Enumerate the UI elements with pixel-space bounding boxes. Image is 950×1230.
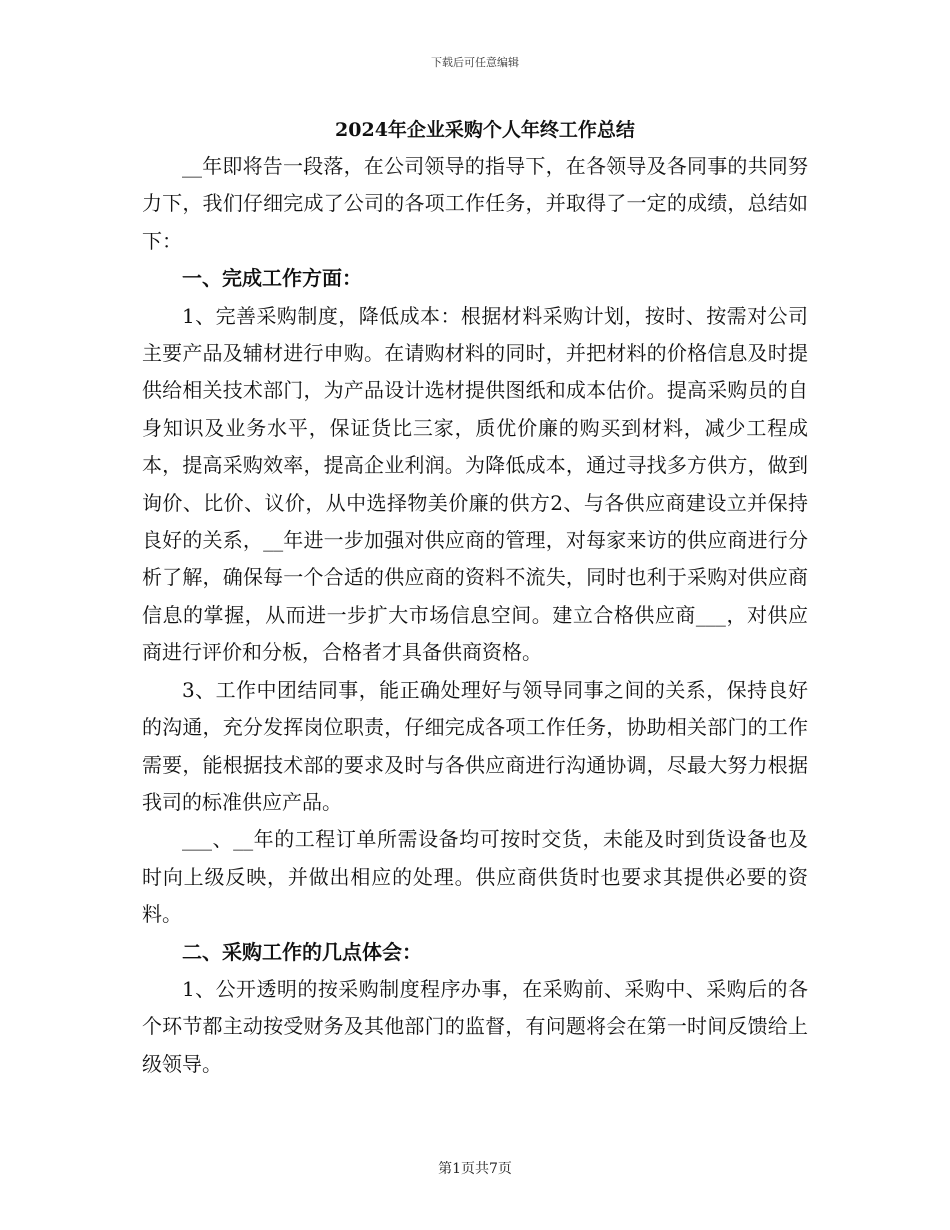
section-heading-2: 二、采购工作的几点体会： [182,939,422,964]
paragraph-item-4: ___、__年的工程订单所需设备均可按时交货，未能及时到货设备也及时向上级反映，并做出相应的处理。供应商供货时也要求其提供必要的资料。 [142,827,808,927]
document-title: 2024年企业采购个人年终工作总结 [335,119,635,141]
intro-paragraph: __年即将告一段落，在公司领导的指导下，在各领导及各同事的共同努力下，我们仔细完成了公司的各项工作任务，并取得了一定的成绩，总结如下： [142,154,808,253]
paragraph-item-3: 3、工作中团结同事，能正确处理好与领导同事之间的关系，保持良好的沟通，充分发挥岗位职责，仔细完成各项工作任务，协助相关部门的工作需要，能根据技术部的要求及时与各供应商进行沟通协调，尽最大努力根据我司的标准供应产品。 [142,677,808,814]
paragraph-experience-1: 1、公开透明的按采购制度程序办事，在采购前、采购中、采购后的各个环节都主动按受财务及其他部门的监督，有问题将会在第一时间反馈给上级领导。 [142,976,808,1076]
paragraph-item-1: 1、完善采购制度，降低成本：根据材料采购计划，按时、按需对公司主要产品及辅材进行申购。在请购材料的同时，并把材料的价格信息及时提供给相关技术部门，为产品设计选材提供图纸和成本估价。提高采购员的自身知识及业务水平，保证货比三家，质优价廉的购买到材料，减少工程成本，提高采购效率，提高企业利润。为降低成本，通过寻找多方供方，做到询价、比价、议价，从中选择物美价廉的供方2、与各供应商建设立并保持良好的关系，__年进一步加强对供应商的管理，对每家来访的供应商进行分析了解，确保每一个合适的供应商的资料不流失，同时也利于采购对供应商信息的掌握，从而进一步扩大市场信息空间。建立合格供应商___，对供应商进行评价和分板，合格者才具备供商资格。 [142,303,808,665]
section-heading-1: 一、完成工作方面： [182,266,362,291]
page-number: 第1页共7页 [438,1161,512,1177]
header-note: 下载后可任意编辑 [431,56,519,69]
document-body [142,112,808,1083]
